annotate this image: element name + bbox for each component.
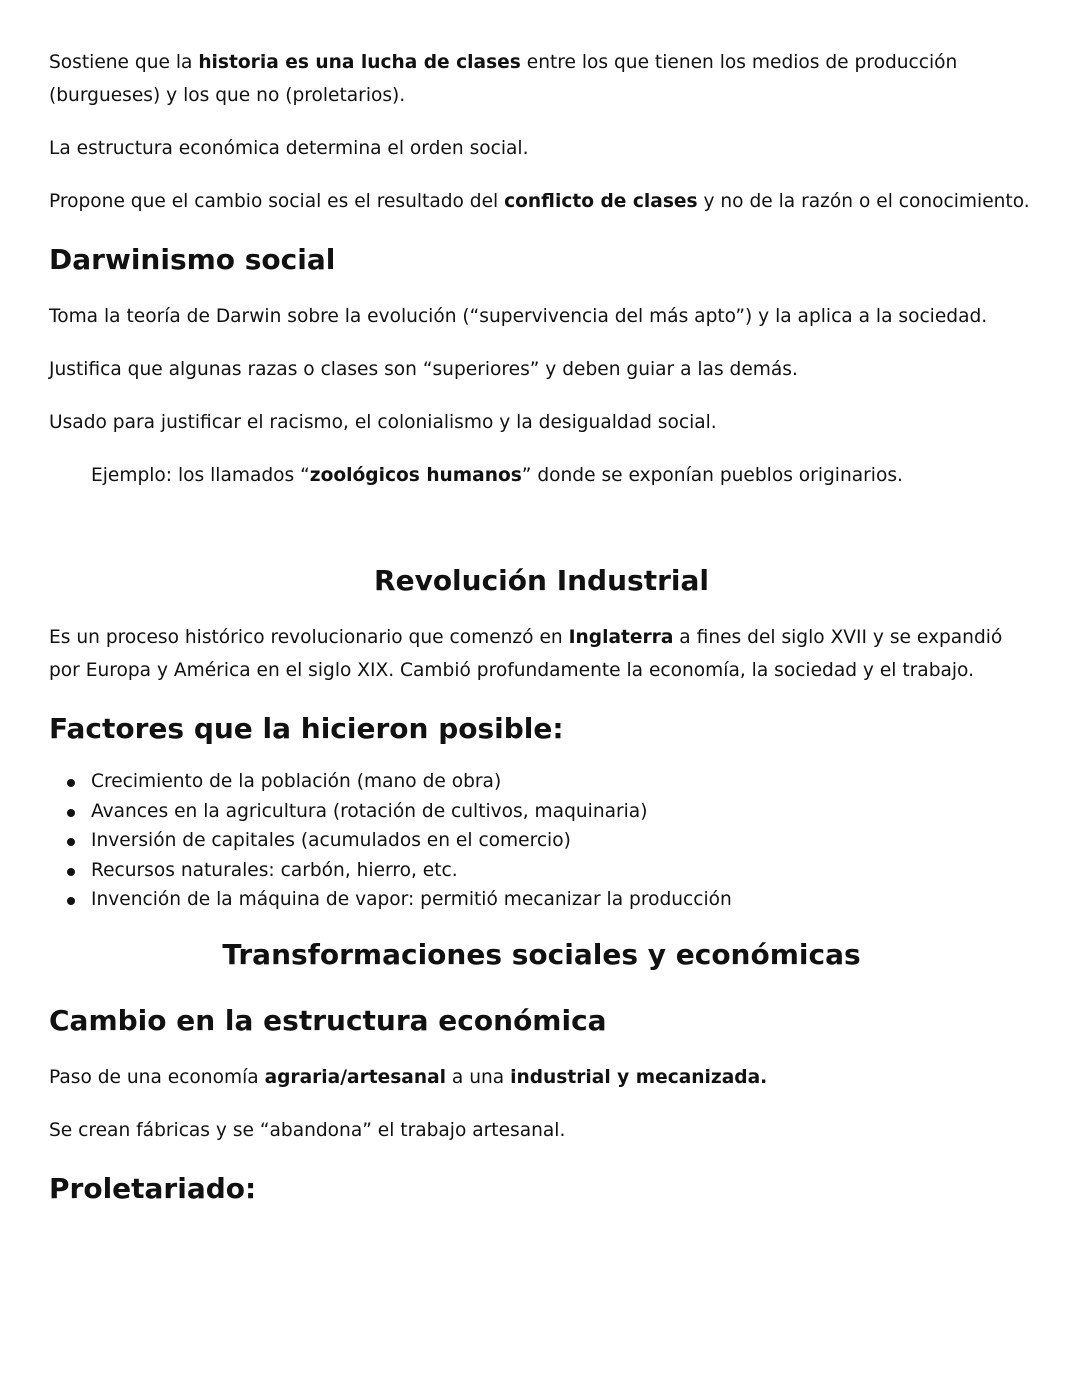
paragraph-darwin-3: Usado para justificar el racismo, el colonialismo y la desigualdad social. — [49, 412, 717, 433]
text: Paso de una economía — [49, 1066, 265, 1088]
paragraph-darwin-1: Toma la teoría de Darwin sobre la evolución (“supervivencia del más apto”) y la aplica a la sociedad. — [49, 306, 988, 327]
factores-list — [49, 767, 1034, 915]
paragraph-example — [49, 459, 1034, 492]
list-item: Invención de la máquina de vapor: permitió mecanizar la producción — [91, 885, 1034, 915]
heading-proletariado: Proletariado: — [49, 1171, 257, 1205]
heading-transformaciones: Transformaciones sociales y económicas — [222, 937, 861, 971]
bold-text: industrial y mecanizada. — [510, 1066, 768, 1088]
heading-factores: Factores que la hicieron posible: — [49, 712, 564, 745]
paragraph-social-change — [49, 185, 1034, 218]
paragraph-economy-shift — [49, 1061, 1034, 1094]
list-item: Inversión de capitales (acumulados en el comercio) — [91, 826, 1034, 856]
text: y no de la razón o el conocimiento. — [697, 191, 1030, 212]
paragraph-economic-structure: La estructura económica determina el orden social. — [49, 138, 529, 159]
bold-text: Inglaterra — [568, 627, 674, 648]
paragraph-darwin-2: Justifica que algunas razas o clases son “superiores” y deben guiar a las demás. — [49, 359, 798, 380]
bold-text: historia es una lucha de clases — [198, 52, 521, 73]
heading-darwinismo-social: Darwinismo social — [49, 243, 336, 276]
paragraph-factories: Se crean fábricas y se “abandona” el trabajo artesanal. — [49, 1119, 566, 1141]
paragraph-revolution — [49, 621, 1034, 687]
list-item: Crecimiento de la población (mano de obra) — [91, 767, 1034, 797]
text: ” donde se exponían pueblos originarios. — [521, 465, 903, 486]
list-item: Avances en la agricultura (rotación de cultivos, maquinaria) — [91, 797, 1034, 827]
bold-text: zoológicos humanos — [309, 465, 522, 486]
document — [49, 46, 1034, 1209]
heading-revolucion-industrial: Revolución Industrial — [374, 564, 709, 597]
bold-text: agraria/artesanal — [264, 1066, 447, 1088]
text: Propone que el cambio social es el resultado del — [49, 191, 505, 212]
text: Es un proceso histórico revolucionario que comenzó en — [49, 627, 569, 648]
text: Sostiene que la — [49, 52, 199, 73]
text: Ejemplo: los llamados “ — [91, 465, 310, 486]
text: a una — [446, 1066, 511, 1088]
heading-cambio-estructura: Cambio en la estructura económica — [49, 1003, 607, 1037]
text: entre los que tienen los medios de producción (burgueses) y los que no (proletarios). — [49, 52, 958, 106]
list-item: Recursos naturales: carbón, hierro, etc. — [91, 856, 1034, 886]
text: a fines del siglo XVII y se expandió por Europa y América en el siglo XIX. Cambió profundamente la economía, la sociedad y el trabajo. — [49, 627, 1003, 681]
paragraph-class-struggle — [49, 46, 1034, 112]
bold-text: conflicto de clases — [504, 191, 698, 212]
